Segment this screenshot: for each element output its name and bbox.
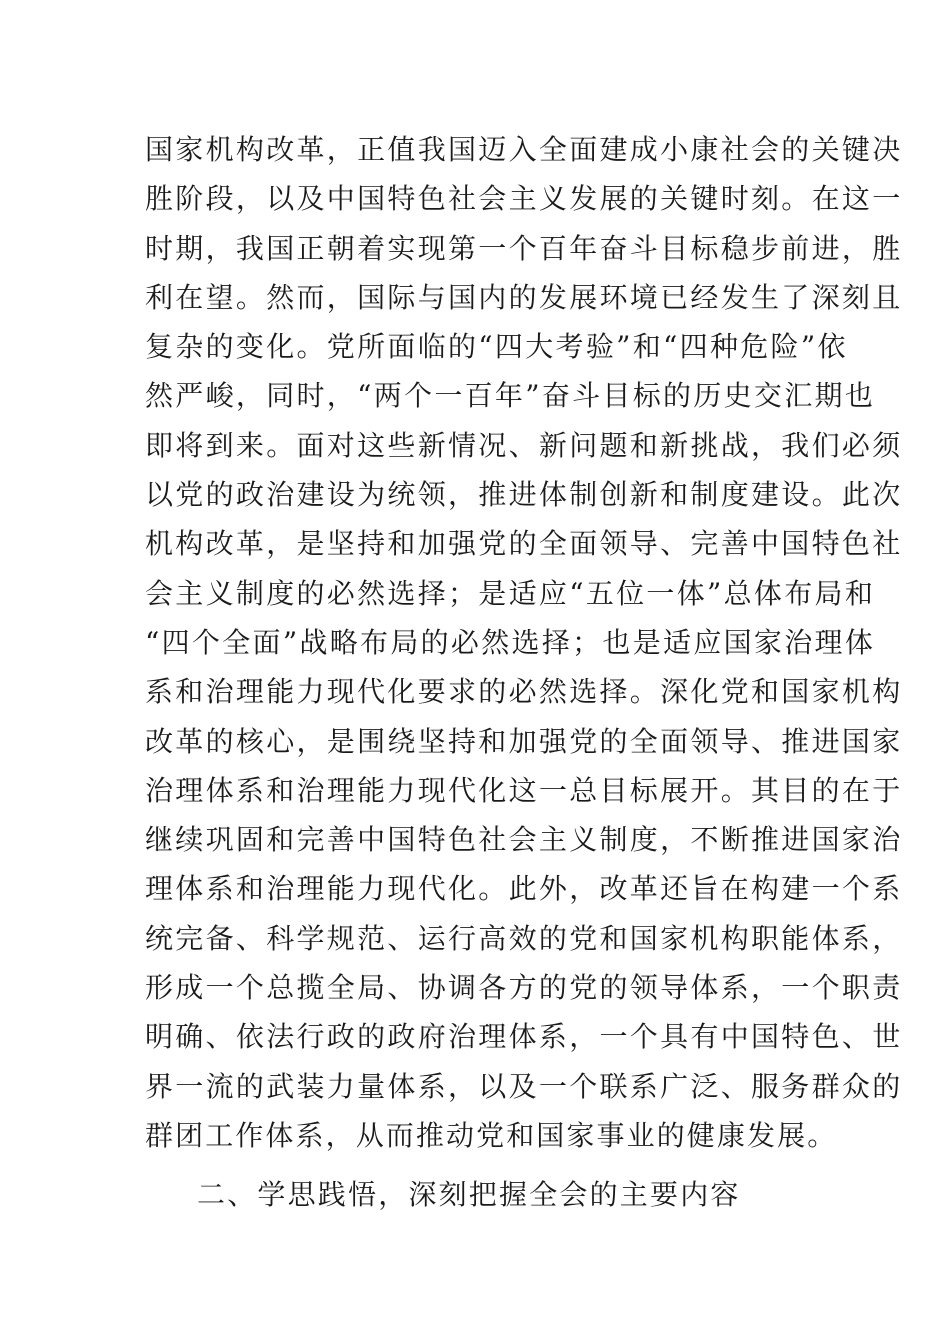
paragraph-line: 形成一个总揽全局、协调各方的党的领导体系，一个职责	[145, 971, 903, 1005]
paragraph-line: 即将到来。面对这些新情况、新问题和新挑战，我们必须	[145, 428, 903, 462]
section-heading: 二、学思践悟，深刻把握全会的主要内容	[197, 1178, 741, 1211]
paragraph-line: 国家机构改革，正值我国迈入全面建成小康社会的关键决	[145, 133, 903, 166]
paragraph-line: 会主义制度的必然选择；是适应“五位一体”总体布局和	[145, 576, 876, 610]
paragraph-line: 治理体系和治理能力现代化这一总目标展开。其目的在于	[145, 773, 903, 807]
paragraph-line: 然严峻，同时，“两个一百年”奋斗目标的历史交汇期也	[145, 379, 876, 413]
paragraph-line: 时期，我国正朝着实现第一个百年奋斗目标稳步前进，胜	[145, 231, 903, 265]
paragraph-line: 界一流的武装力量体系，以及一个联系广泛、服务群众的	[145, 1069, 903, 1103]
paragraph-line: 明确、依法行政的政府治理体系，一个具有中国特色、世	[145, 1020, 903, 1054]
paragraph-line: 统完备、科学规范、运行高效的党和国家机构职能体系，	[145, 921, 903, 955]
paragraph-line: 改革的核心，是围绕坚持和加强党的全面领导、推进国家	[145, 724, 903, 758]
paragraph-line: 机构改革，是坚持和加强党的全面领导、完善中国特色社	[145, 527, 903, 561]
paragraph-line: 利在望。然而，国际与国内的发展环境已经发生了深刻且	[145, 280, 903, 314]
paragraph-line: 复杂的变化。党所面临的“四大考验”和“四种危险”依	[145, 330, 848, 364]
paragraph-line: “四个全面”战略布局的必然选择；也是适应国家治理体	[145, 625, 876, 659]
body-paragraph	[145, 125, 903, 1160]
paragraph-line: 继续巩固和完善中国特色社会主义制度，不断推进国家治	[145, 823, 903, 857]
paragraph-line: 系和治理能力现代化要求的必然选择。深化党和国家机构	[145, 675, 903, 709]
paragraph-line: 以党的政治建设为统领，推进体制创新和制度建设。此次	[145, 478, 903, 512]
paragraph-line: 胜阶段，以及中国特色社会主义发展的关键时刻。在这一	[145, 182, 903, 216]
paragraph-line: 群团工作体系，从而推动党和国家事业的健康发展。	[145, 1118, 838, 1152]
paragraph-line: 理体系和治理能力现代化。此外，改革还旨在构建一个系	[145, 872, 903, 906]
